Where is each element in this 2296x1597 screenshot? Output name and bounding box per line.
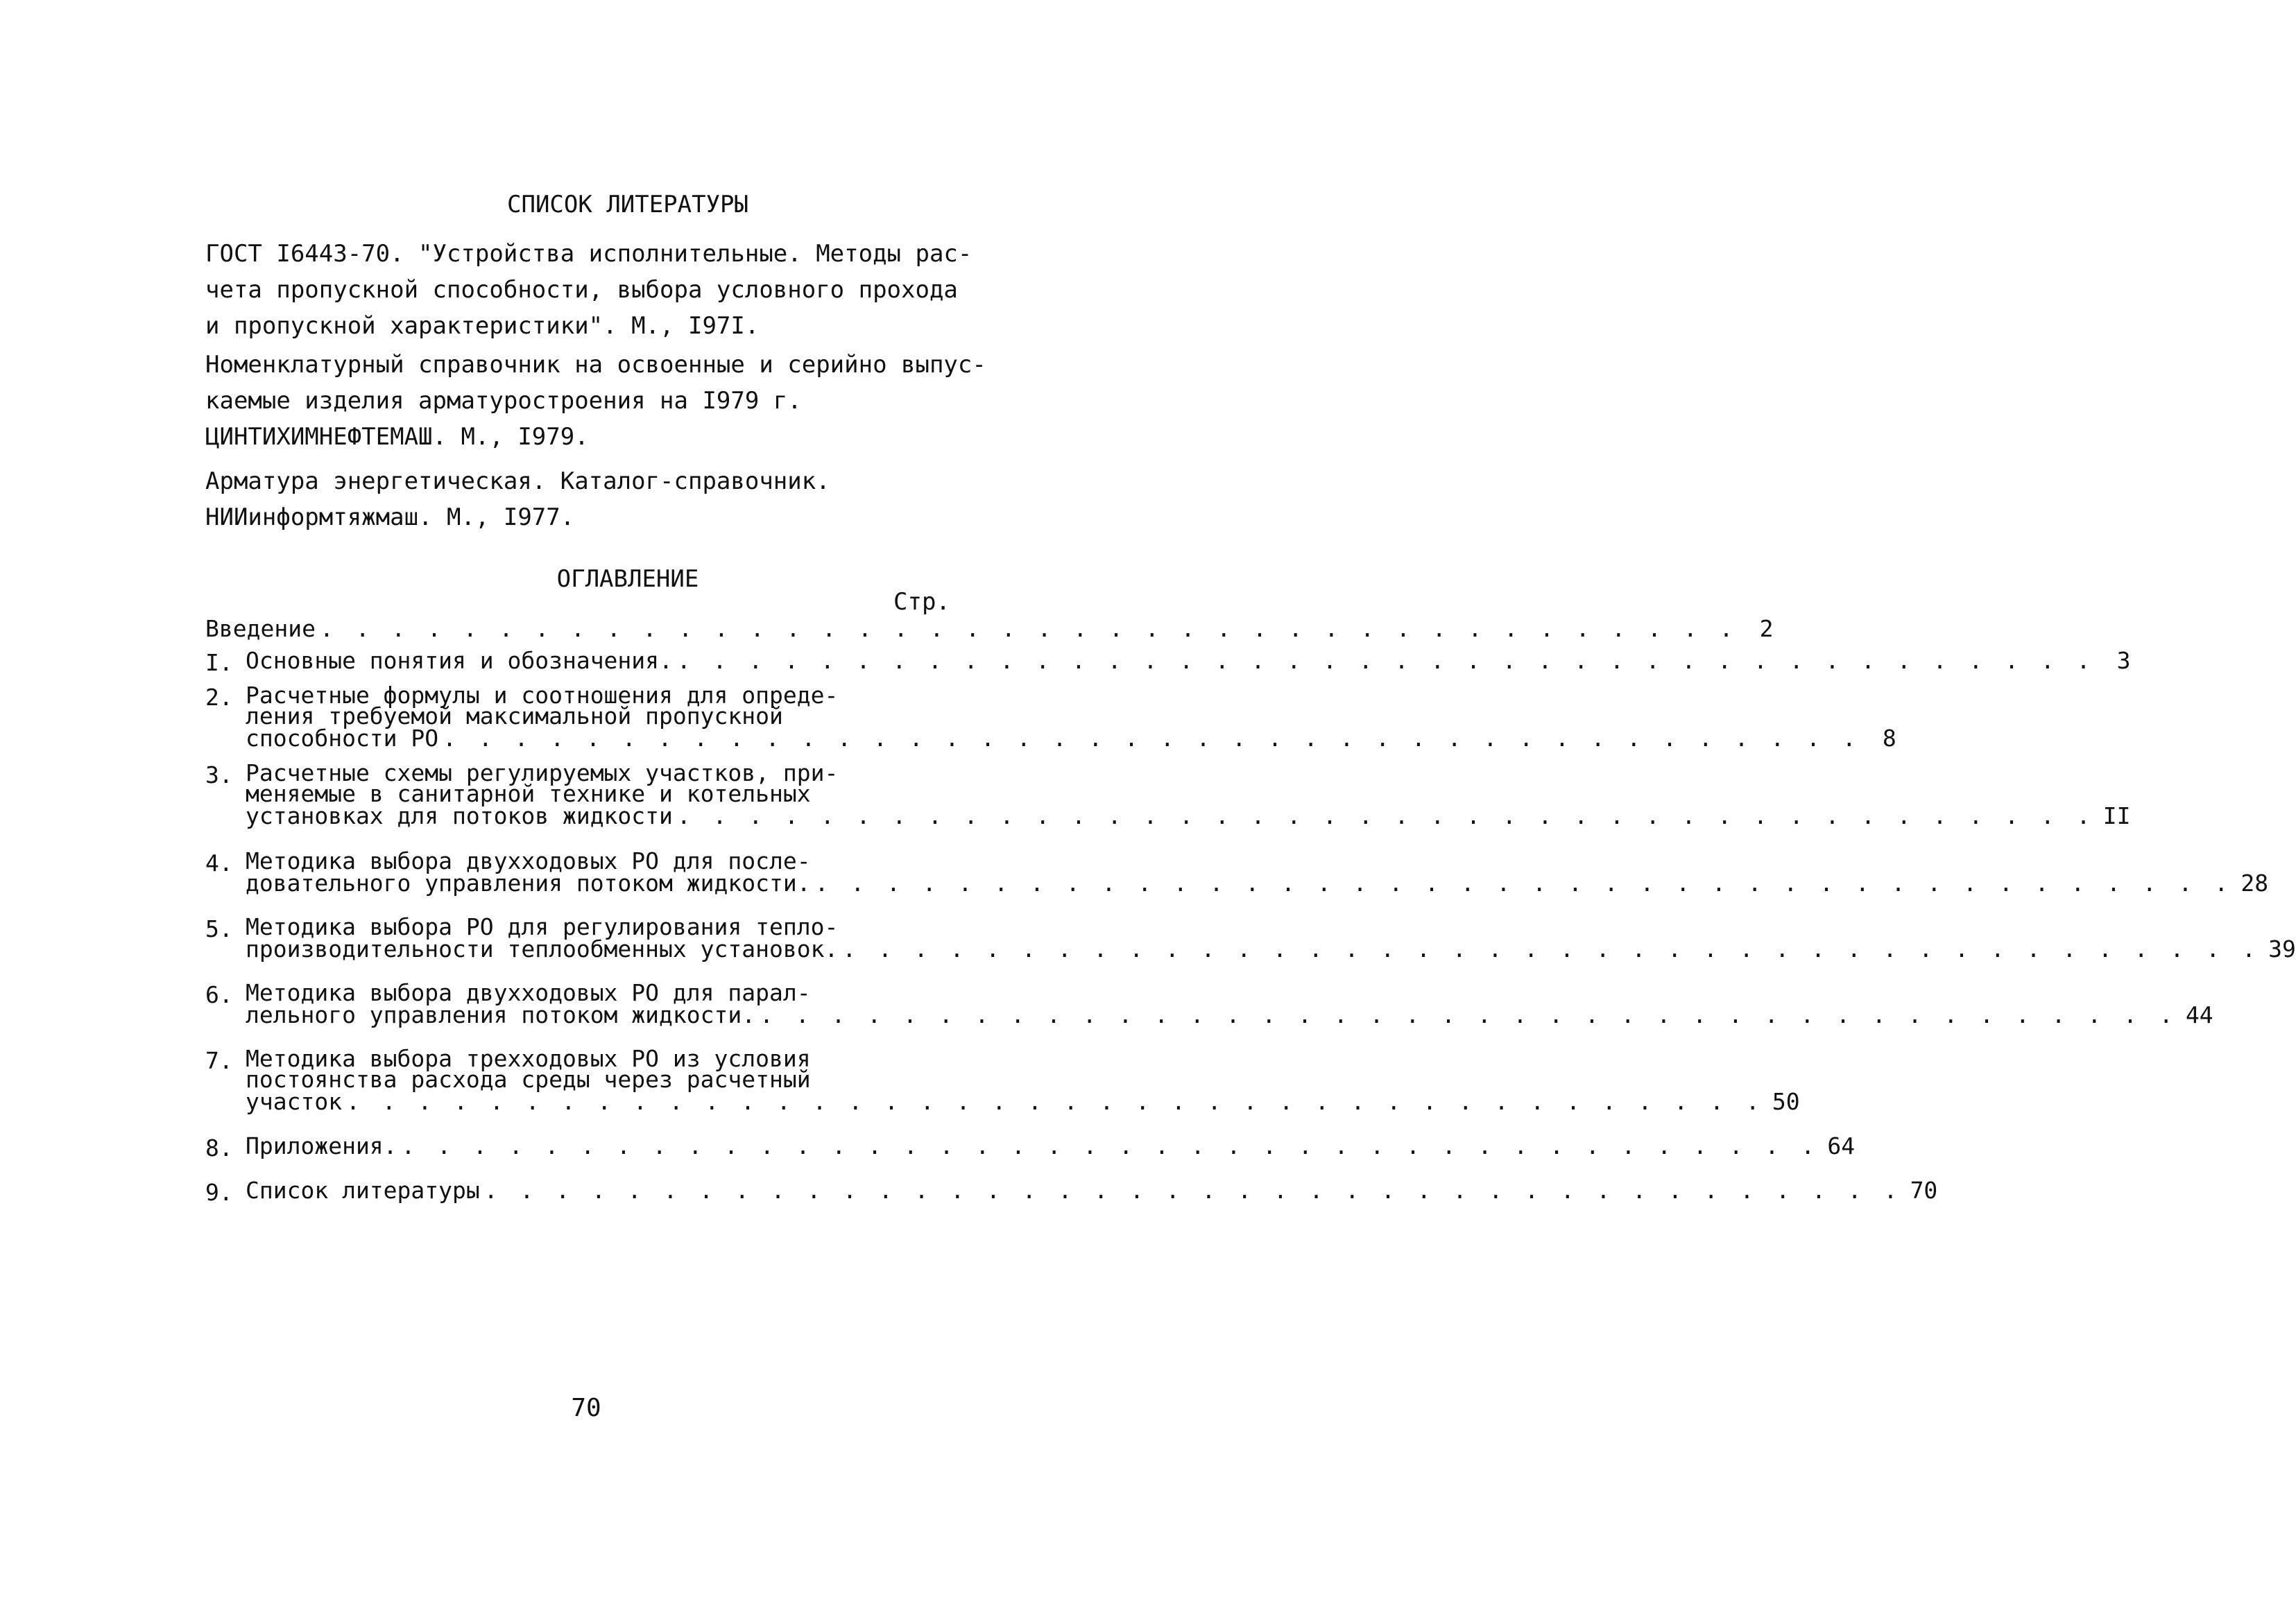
toc-entry-line: Методика выбора двухходовых РО для парал- — [246, 979, 811, 1006]
toc-entry-line: Расчетные схемы регулируемых участков, при- — [246, 759, 839, 786]
toc-entry-text: способности РО — [246, 725, 439, 752]
toc-entry-page: II — [2102, 802, 2131, 829]
toc-entry-line: меняемые в санитарной технике и котельных — [246, 780, 811, 807]
reference-line: НИИинформтяжмаш. М., I977. — [205, 503, 575, 531]
toc-entry-page: 64 — [1827, 1132, 1856, 1159]
toc-entry-number: 9. — [205, 1179, 233, 1206]
leader-dots: . . . . . . . . . . . . . . . . . . . . . . . . . . . . . . . . . . . . . . . . — [760, 1001, 2177, 1028]
toc-entry-line: постоянства расхода среды через расчетный — [246, 1066, 811, 1093]
toc-entry-text: установках для потоков жидкости — [246, 802, 673, 829]
reference-line: ГОСТ I6443-70. "Устройства исполнительные. Методы рас- — [205, 240, 973, 268]
toc-entry-page: 8 — [1882, 725, 1896, 752]
toc-page-label: Стр. — [893, 588, 950, 616]
reference-item — [205, 347, 986, 455]
toc-entry-number: 7. — [205, 1047, 233, 1074]
toc-entry-number: 3. — [205, 761, 233, 788]
reference-line: ЦИНТИХИМНЕФТЕМАШ. М., I979. — [205, 423, 589, 451]
leader-dots: . . . . . . . . . . . . . . . . . . . . . . . . . . . . . . . . . . . . . . . . — [676, 802, 2095, 829]
toc-entry-number: 2. — [205, 684, 233, 711]
toc-entry-number: I. — [205, 649, 233, 676]
toc-entry-page: 3 — [2116, 647, 2131, 674]
references-title: СПИСОК ЛИТЕРАТУРЫ — [507, 191, 748, 218]
toc-entry-line: Методика выбора трехходовых РО из условия — [246, 1045, 811, 1072]
leader-dots: . . . . . . . . . . . . . . . . . . . . . . . . . . . . . . . . . . . . . . . . — [814, 870, 2233, 897]
reference-line: Номенклатурный справочник на освоенные и серийно выпус- — [205, 351, 986, 379]
toc-entry-text: Введение — [205, 615, 316, 642]
toc-entry-text: Список литературы — [246, 1177, 480, 1204]
reference-item — [205, 463, 961, 535]
toc-entry-number: 8. — [205, 1134, 233, 1162]
leader-dots: . . . . . . . . . . . . . . . . . . . . . . . . . . . . . . . . . . . . . . . . — [842, 935, 2260, 962]
toc-entry-line: Методика выбора РО для регулирования тепло- — [246, 913, 839, 940]
toc-entry-page: 2 — [1759, 615, 1774, 642]
leader-dots: . . . . . . . . . . . . . . . . . . . . . . . . . . . . . . . . . . . . . . . . — [319, 615, 1738, 642]
leader-dots: . . . . . . . . . . . . . . . . . . . . . . . . . . . . . . . . . . . . . . . . — [401, 1132, 1819, 1159]
toc-entry-text: участок — [246, 1088, 343, 1115]
toc-entry-text: производительности теплообменных установок. — [246, 935, 839, 962]
reference-line: и пропускной характеристики". М., I97I. — [205, 312, 760, 340]
toc-entry-text: лельного управления потоком жидкости. — [246, 1001, 756, 1028]
toc-entry-page: 28 — [2241, 870, 2269, 897]
leader-dots: . . . . . . . . . . . . . . . . . . . . . . . . . . . . . . . . . . . . . . . . — [346, 1088, 1764, 1115]
leader-dots: . . . . . . . . . . . . . . . . . . . . . . . . . . . . . . . . . . . . . . . . — [676, 647, 2095, 674]
toc-title: ОГЛАВЛЕНИЕ — [556, 565, 699, 593]
leader-dots: . . . . . . . . . . . . . . . . . . . . . . . . . . . . . . . . . . . . . . . . — [483, 1177, 1902, 1204]
reference-line: каемые изделия арматуростроения на I979 г. — [205, 387, 802, 415]
leader-dots: . . . . . . . . . . . . . . . . . . . . . . . . . . . . . . . . . . . . . . . . — [443, 725, 1860, 752]
reference-line: чета пропускной способности, выбора условного прохода — [205, 276, 958, 304]
toc-entry-number: 5. — [205, 915, 233, 942]
toc-entry-text: довательного управления потоком жидкости. — [246, 870, 811, 897]
toc-entry-page: 39 — [2268, 935, 2296, 962]
toc-entry-line: ления требуемой максимальной пропускной — [246, 702, 783, 730]
toc-entry-page: 44 — [2185, 1001, 2213, 1028]
toc-entry-page: 70 — [1910, 1177, 1938, 1204]
toc-entry-line: Методика выбора двухходовых РО для после- — [246, 847, 811, 874]
toc-entry-number: 4. — [205, 849, 233, 877]
reference-item — [205, 236, 973, 344]
toc-entry-number: 6. — [205, 981, 233, 1008]
toc-entry-page: 50 — [1772, 1088, 1800, 1115]
toc-entry-line: Расчетные формулы и соотношения для опреде- — [246, 682, 839, 709]
toc-entry-text: Приложения. — [246, 1132, 397, 1159]
reference-line: Арматура энергетическая. Каталог-справочник. — [205, 467, 830, 495]
page-number: 70 — [571, 1394, 601, 1422]
toc-entry-text: Основные понятия и обозначения. — [246, 647, 673, 674]
